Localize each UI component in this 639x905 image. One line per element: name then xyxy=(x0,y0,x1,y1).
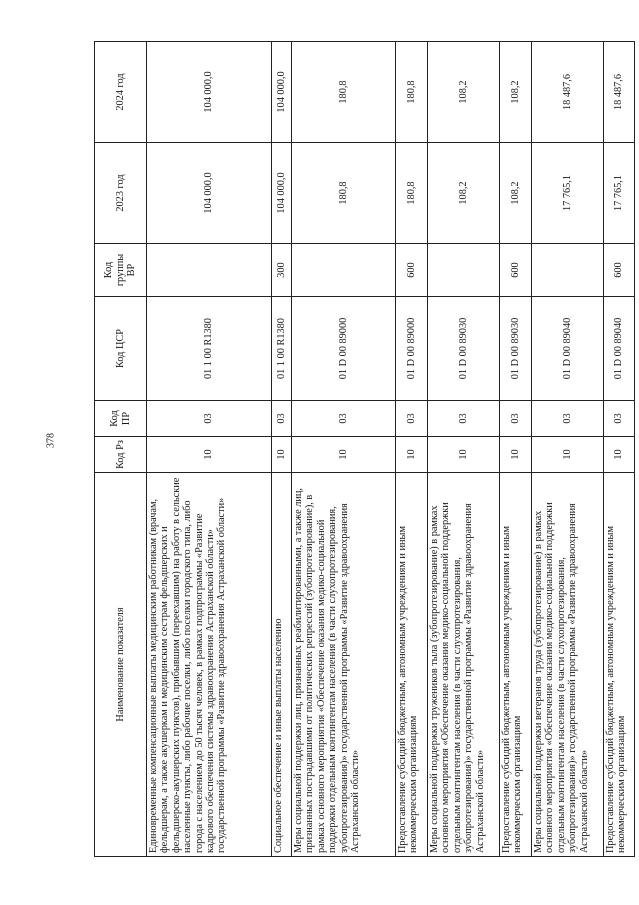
cell-name: Единовременные компенсационные выплаты медицинским работникам (врачам, фельдшерам, а также акушеркам и медицинским сестрам фельдшерских и фельдшерско-акушерских пунктов), прибывшим (переехавшим) на работу в сельские населенные пункты, либо рабочие поселки, либо поселки городского типа, либо города с населением до 50 тысяч человек, в рамках подпрограммы «Развитие кадрового обеспечения системы здравоохранения Астраханской области» государственной программы «Развитие здравоохранения Астраханской области» xyxy=(147,473,272,857)
table-header-row xyxy=(95,42,147,857)
cell-vr xyxy=(532,244,604,297)
table-row xyxy=(500,42,532,857)
cell-csr: 01 1 00 R1380 xyxy=(147,297,272,401)
cell-2023: 108,2 xyxy=(500,143,532,244)
cell-2024: 108,2 xyxy=(428,42,500,143)
cell-name: Меры социальной поддержки тружеников тыла (зубопротезирование) в рамках основного мероприятия «Обеспечение оказания медико-социальной поддержки отдельным контингентам населения (в части слухопротезирования, зубопротезирования)» государственной программы «Развитие здравоохранения Астраханской области» xyxy=(428,473,500,857)
cell-vr xyxy=(147,244,272,297)
cell-rz: 10 xyxy=(147,437,272,473)
cell-name: Предоставление субсидий бюджетным, автономным учреждениям и иным некоммерческим организациям xyxy=(604,473,635,857)
cell-pr: 03 xyxy=(532,401,604,437)
cell-csr: 01 D 00 89000 xyxy=(396,297,428,401)
cell-csr: 01 D 00 89000 xyxy=(292,297,396,401)
table-row xyxy=(147,42,272,857)
cell-2024: 18 487,6 xyxy=(532,42,604,143)
page-number: 378 xyxy=(45,433,57,448)
table-row xyxy=(532,42,604,857)
cell-rz: 10 xyxy=(604,437,635,473)
cell-2023: 17 765,1 xyxy=(532,143,604,244)
cell-2024: 108,2 xyxy=(500,42,532,143)
cell-csr: 01 D 00 89030 xyxy=(500,297,532,401)
cell-rz: 10 xyxy=(532,437,604,473)
cell-rz: 10 xyxy=(396,437,428,473)
table-row xyxy=(272,42,292,857)
cell-pr: 03 xyxy=(272,401,292,437)
header-pr: Код ПР xyxy=(95,401,147,437)
cell-name: Предоставление субсидий бюджетным, автономным учреждениям и иным некоммерческим организациям xyxy=(500,473,532,857)
cell-pr: 03 xyxy=(147,401,272,437)
cell-2023: 108,2 xyxy=(428,143,500,244)
cell-name: Предоставление субсидий бюджетным, автономным учреждениям и иным некоммерческим организациям xyxy=(396,473,428,857)
table-row xyxy=(428,42,500,857)
cell-vr xyxy=(428,244,500,297)
cell-rz: 10 xyxy=(292,437,396,473)
header-csr: Код ЦСР xyxy=(95,297,147,401)
cell-pr: 03 xyxy=(500,401,532,437)
table-row xyxy=(604,42,635,857)
cell-rz: 10 xyxy=(272,437,292,473)
table-row xyxy=(396,42,428,857)
cell-2024: 180,8 xyxy=(396,42,428,143)
rotated-table-container xyxy=(94,42,634,857)
table-row xyxy=(292,42,396,857)
cell-2024: 104 000,0 xyxy=(272,42,292,143)
cell-2023: 104 000,0 xyxy=(272,143,292,244)
cell-name: Меры социальной поддержки лиц, признанных реабилитированными, а также лиц, признанных пострадавшими от политических репрессий (зубопротезирование), в рамках основного мероприятия «Обеспечение оказания медико-социальной поддержки отдельным контингентам населения (в части слухопротезирования, зубопротезирования)» государственной программы «Развитие здравоохранения Астраханской области» xyxy=(292,473,396,857)
cell-vr: 600 xyxy=(500,244,532,297)
cell-2024: 180,8 xyxy=(292,42,396,143)
cell-pr: 03 xyxy=(292,401,396,437)
cell-2024: 104 000,0 xyxy=(147,42,272,143)
cell-rz: 10 xyxy=(428,437,500,473)
header-2023: 2023 год xyxy=(95,143,147,244)
budget-table xyxy=(94,41,635,857)
cell-vr xyxy=(292,244,396,297)
cell-name: Меры социальной поддержки ветеранов труда (зубопротезирование) в рамках основного мероприятия «Обеспечение оказания медико-социальной поддержки отдельным контингентам населения (в части слухопротезирования, зубопротезирования)» государственной программы «Развитие здравоохранения Астраханской области» xyxy=(532,473,604,857)
cell-csr: 01 D 00 89030 xyxy=(428,297,500,401)
cell-vr: 600 xyxy=(396,244,428,297)
header-2024: 2024 год xyxy=(95,42,147,143)
cell-2023: 180,8 xyxy=(396,143,428,244)
cell-csr: 01 1 00 R1380 xyxy=(272,297,292,401)
cell-2023: 104 000,0 xyxy=(147,143,272,244)
header-vr: Код группы ВР xyxy=(95,244,147,297)
cell-rz: 10 xyxy=(500,437,532,473)
cell-pr: 03 xyxy=(428,401,500,437)
header-name: Наименование показателя xyxy=(95,473,147,857)
cell-csr: 01 D 00 89040 xyxy=(604,297,635,401)
cell-pr: 03 xyxy=(604,401,635,437)
cell-vr: 600 xyxy=(604,244,635,297)
cell-name: Социальное обеспечение и иные выплаты населению xyxy=(272,473,292,857)
cell-pr: 03 xyxy=(396,401,428,437)
cell-2023: 17 765,1 xyxy=(604,143,635,244)
cell-vr: 300 xyxy=(272,244,292,297)
cell-2023: 180,8 xyxy=(292,143,396,244)
cell-2024: 18 487,6 xyxy=(604,42,635,143)
header-rz: Код Рз xyxy=(95,437,147,473)
cell-csr: 01 D 00 89040 xyxy=(532,297,604,401)
